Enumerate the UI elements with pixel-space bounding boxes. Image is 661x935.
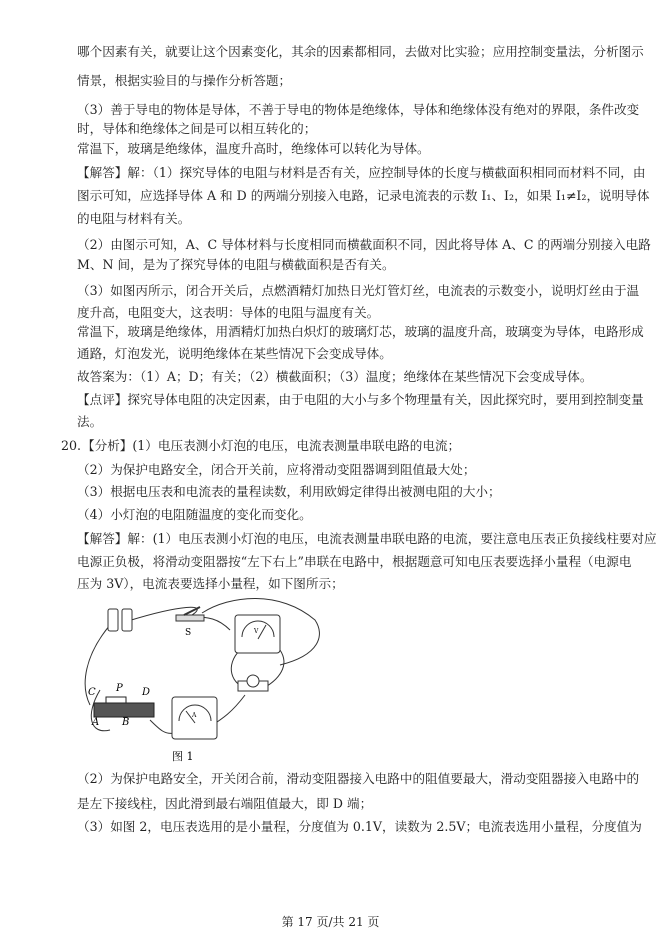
text-line: 法。 <box>77 414 103 429</box>
text-line: （3）如图丙所示，闭合开关后，点燃酒精灯加热日光灯管灯丝，电流表的示数变小，说明灯丝由于温 <box>77 283 640 298</box>
text-line: 情景，根据实验目的与操作分析答题； <box>77 73 292 88</box>
text-line: 【解答】解：(1）电压表测小灯泡的电压，电流表测量串联电路的电流，要注意电压表正负接线柱要对应 <box>77 531 657 546</box>
text-line: 图示可知，应选择导体 A 和 D 的两端分别接入电路，记录电流表的示数 I₁、I₂，如果 I₁≠I₂，说明导体 <box>77 188 650 203</box>
text-line: 通路，灯泡发光，说明绝缘体在某些情况下会变成导体。 <box>77 346 392 361</box>
circuit-figure <box>80 595 330 770</box>
battery-icon <box>122 609 132 631</box>
voltmeter-label: V <box>254 628 259 635</box>
text-line: （3）根据电压表和电流表的量程读数，利用欧姆定律得出被测电阻的大小； <box>77 484 501 499</box>
page-footer: 第 17 页/共 21 页 <box>281 915 380 929</box>
battery-icon <box>108 609 118 631</box>
label-a: A <box>92 717 100 728</box>
figure-caption: 图 1 <box>172 750 194 763</box>
label-d: D <box>142 687 151 698</box>
text-line: 【解答】解：（1）探究导体的电阻与材料是否有关，应控制导体的长度与横截面积相同而材料不同，由 <box>77 165 646 180</box>
text-line: 【分析】(1）电压表测小灯泡的电压，电流表测量串联电路的电流； <box>82 438 461 453</box>
text-line: （3）善于导电的物体是导体，不善于导电的物体是绝缘体，导体和绝缘体没有绝对的界限，条件改变 <box>77 102 640 117</box>
text-line: （2）由图示可知，A、C 导体材料与长度相同而横截面积不同，因此将导体 A、C 的两端分别接入电路 <box>77 237 651 252</box>
text-line: 故答案为：（1）A；D；有关；（2）横截面积；（3）温度；绝缘体在某些情况下会变成导体。 <box>77 369 593 384</box>
text-line: 时，导体和绝缘体之间是可以相互转化的； <box>77 121 317 136</box>
text-line: （4）小灯泡的电阻随温度的变化而变化。 <box>77 507 312 522</box>
wire <box>150 720 175 733</box>
label-c: C <box>88 687 96 698</box>
rheostat-icon <box>94 703 154 717</box>
text-line: 【点评】探究导体电阻的决定因素，由于电阻的大小与多个物理量有关，因此探究时，要用到控制变量 <box>77 392 644 407</box>
ammeter-label: A <box>192 712 197 719</box>
switch-icon <box>176 615 204 621</box>
text-line: 哪个因素有关，就要让这个因素变化，其余的因素都相同，去做对比实验；应用控制变量法，分析图示 <box>77 44 644 59</box>
question-number: 20. <box>61 438 82 453</box>
text-line: 是左下接线柱，因此滑到最右端阻值最大，即 D 端； <box>77 796 373 811</box>
text-line: M、N 间，是为了探究导体的电阻与横截面积是否有关。 <box>77 257 395 272</box>
switch-label: S <box>185 628 192 638</box>
bulb-icon <box>247 675 259 687</box>
text-line: （2）为保护电路安全，开关闭合前，滑动变阻器接入电路中的阻值要最大，滑动变阻器接入电路中的 <box>77 771 640 786</box>
text-line: 压为 3V），电流表要选择小量程，如下图所示； <box>77 576 344 591</box>
label-p: P <box>116 683 123 694</box>
text-line: （2）为保护电路安全，闭合开关前，应将滑动变阻器调到阻值最大处； <box>77 462 476 477</box>
text-line: （3）如图 2，电压表选用的是小量程，分度值为 0.1V，读数为 2.5V；电流表选用小量程，分度值为 <box>77 819 642 834</box>
label-b: B <box>122 717 130 728</box>
text-line: 电源正负极，将滑动变阻器按“左下右上”串联在电路中，根据题意可知电压表要选择小量程（电源电 <box>77 554 632 569</box>
text-line: 常温下，玻璃是绝缘体，用酒精灯加热白炽灯的玻璃灯芯，玻璃的温度升高，玻璃变为导体，电路形成 <box>77 324 644 339</box>
text-line: 的电阻与材料有关。 <box>77 211 191 226</box>
text-line: 常温下，玻璃是绝缘体，温度升高时，绝缘体可以转化为导体。 <box>77 141 430 156</box>
text-line: 度升高，电阻变大，这表明：导体的电阻与温度有关。 <box>77 305 380 320</box>
